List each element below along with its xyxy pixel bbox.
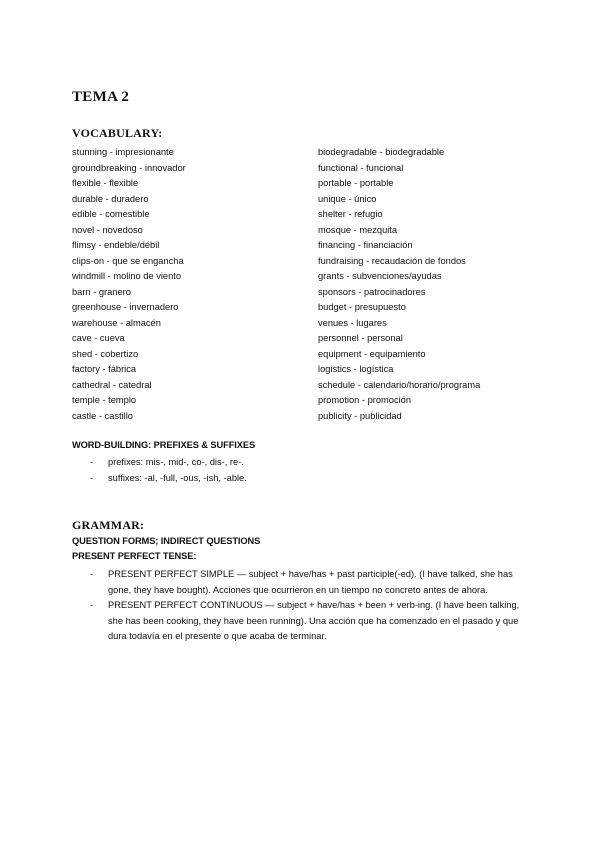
dash-bullet: - (90, 472, 94, 483)
dash-bullet: - (90, 569, 94, 579)
vocab-item: factory - fábrica (72, 364, 137, 374)
vocab-item: grants - subvenciones/ayudas (318, 271, 442, 281)
dash-bullet: - (90, 457, 94, 467)
vocab-item: castle - castillo (72, 410, 133, 421)
vocab-item: temple - templo (72, 395, 137, 405)
vocab-item: greenhouse - invernadero (72, 302, 179, 312)
grammar-subheading-present-perfect: PRESENT PERFECT TENSE: (72, 551, 197, 561)
vocab-item: clips-on - que se engancha (72, 255, 184, 266)
vocab-item: groundbreaking - innovador (72, 162, 186, 173)
list-item: - prefixes: mis-, mid-, co-, dis-, re-. (72, 455, 492, 471)
grammar-subheading-questions: QUESTION FORMS; INDIRECT QUESTIONS (72, 536, 261, 546)
vocab-item: promotion - promoción (318, 395, 412, 405)
vocab-item: edible - comestible (72, 209, 150, 219)
vocab-item: financing - financiación (318, 240, 413, 250)
vocab-item: equipment - equipamiento (318, 348, 426, 359)
vocabulary-left-column (72, 145, 186, 424)
vocab-item: venues - lugares (318, 317, 387, 328)
dash-bullet: - (90, 600, 94, 610)
vocab-item: flexible - flexible (72, 178, 139, 188)
word-building-list (72, 455, 492, 486)
vocab-item: biodegradable - biodegradable (318, 147, 445, 157)
vocab-item: publicity - publicidad (318, 410, 402, 421)
page-title: TEMA 2 (72, 89, 130, 105)
vocab-item: shelter - refugio (318, 209, 383, 219)
vocab-item: cave - cueva (72, 333, 125, 343)
vocab-item: logistics - logística (318, 364, 394, 374)
vocab-item: durable - duradero (72, 193, 149, 204)
vocab-item: fundraising - recaudación de fondos (318, 255, 466, 266)
grammar-list (72, 567, 532, 645)
list-item: - PRESENT PERFECT SIMPLE — subject + have/has + past participle(-ed). (I have talked, she has gone, they have bought). Acciones que ocurrieron en un tiempo no concreto antes de ahora. (90, 569, 513, 595)
vocab-item: portable - portable (318, 178, 394, 188)
vocab-item: cathedral - catedral (72, 379, 152, 390)
vocab-item: mosque - mezquita (318, 224, 398, 235)
grammar-heading: GRAMMAR: (72, 518, 145, 532)
list-item: - PRESENT PERFECT CONTINUOUS — subject + have/has + been + verb-ing. (I have been talking, she has been cooking, they have been running). Una acción que ha comenzado en el pasado y que dura todavía en el presente o que acaba de terminar. (90, 600, 520, 641)
vocab-item: novel - novedoso (72, 224, 143, 235)
vocab-item: sponsors - patrocinadores (318, 286, 426, 297)
vocab-item: schedule - calendario/horario/programa (318, 379, 481, 390)
vocab-item: functional - funcional (318, 162, 404, 173)
vocab-item: warehouse - almacén (72, 317, 161, 328)
vocab-item: unique - único (318, 193, 377, 204)
word-building-heading: WORD-BUILDING: PREFIXES & SUFFIXES (72, 440, 256, 450)
vocabulary-right-column (318, 145, 480, 424)
list-item: - suffixes: -al, -full, -ous, -ish, -able. (72, 471, 492, 487)
vocab-item: budget - presupuesto (318, 302, 406, 312)
vocab-item: personnel - personal (318, 333, 403, 343)
vocab-item: windmill - molino de viento (72, 271, 182, 281)
vocab-item: barn - granero (72, 286, 131, 297)
vocab-item: stunning - impresionante (72, 147, 174, 157)
vocab-item: shed - cobertizo (72, 348, 139, 359)
vocabulary-heading: VOCABULARY: (72, 126, 163, 140)
vocab-item: flimsy - endeble/débil (72, 240, 160, 250)
